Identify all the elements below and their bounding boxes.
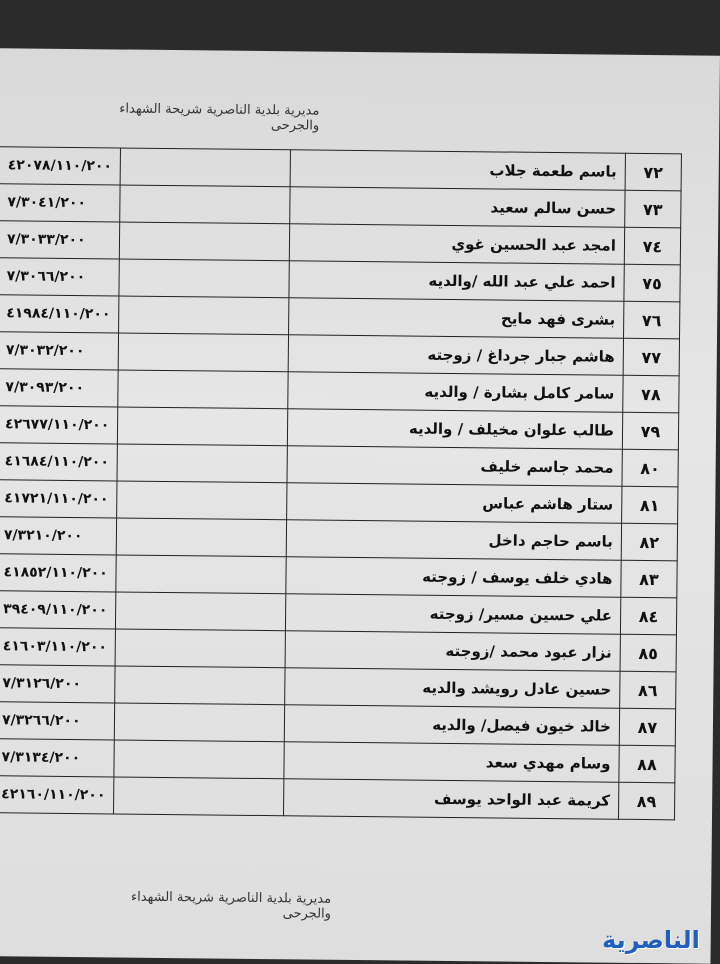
table-body <box>0 147 681 820</box>
row-name: هادي خلف يوسف / زوجته <box>286 557 621 598</box>
row-number: ٨١ <box>622 486 678 524</box>
row-number: ٨٤ <box>620 597 676 635</box>
row-blank-cell <box>118 370 288 409</box>
row-reference: ٤١٨٥٢/١١٠/٢٠٠ <box>0 554 116 592</box>
row-blank-cell <box>115 666 285 705</box>
row-name: سامر كامل بشارة / والديه <box>288 372 623 413</box>
row-number: ٨٩ <box>618 782 674 820</box>
row-number: ٧٩ <box>622 412 678 450</box>
row-number: ٧٦ <box>623 301 679 339</box>
page-header: مديرية بلدية الناصرية شريحة الشهداء والجرحى <box>79 101 319 134</box>
row-reference: ٤١٩٨٤/١١٠/٢٠٠ <box>0 295 119 333</box>
row-name: محمد جاسم خليف <box>287 446 622 487</box>
watermark-logo: الناصرية <box>586 922 716 958</box>
row-name: نزار عبود محمد /زوجته <box>285 631 620 672</box>
row-reference: ٤٢٦٧٧/١١٠/٢٠٠ <box>0 406 118 444</box>
row-number: ٧٨ <box>623 375 679 413</box>
row-blank-cell <box>118 333 288 372</box>
row-number: ٨٠ <box>622 449 678 487</box>
row-name: هاشم جبار جرداغ / زوجته <box>288 335 623 376</box>
row-number: ٨٦ <box>620 671 676 709</box>
row-name: امجد عبد الحسين غوي <box>289 224 624 265</box>
row-name: كريمة عبد الواحد يوسف <box>284 779 619 820</box>
row-reference: ٧/٣٢٦٦/٢٠٠ <box>0 702 115 740</box>
document-page <box>0 48 720 963</box>
row-reference: ٧/٣٠٣٣/٢٠٠ <box>0 221 120 259</box>
row-reference: ٤٢١٦٠/١١٠/٢٠٠ <box>0 776 114 814</box>
row-blank-cell <box>114 777 284 816</box>
row-reference: ٤٢٠٧٨/١١٠/٢٠٠ <box>0 147 121 185</box>
row-reference: ٧/٣٢١٠/٢٠٠ <box>0 517 117 555</box>
row-blank-cell <box>120 185 290 224</box>
row-blank-cell <box>115 703 285 742</box>
row-blank-cell <box>116 518 286 557</box>
row-blank-cell <box>115 629 285 668</box>
row-name: بشرى فهد مايح <box>289 298 624 339</box>
row-number: ٨٣ <box>621 560 677 598</box>
names-table <box>0 146 682 820</box>
row-reference: ٤١٦٨٤/١١٠/٢٠٠ <box>0 443 118 481</box>
row-reference: ٧/٣٠٣٢/٢٠٠ <box>0 332 119 370</box>
row-name: خالد خيون فيصل/ والديه <box>284 705 619 746</box>
row-number: ٧٤ <box>624 227 680 265</box>
row-number: ٨٧ <box>619 708 675 746</box>
row-number: ٧٧ <box>623 338 679 376</box>
row-number: ٨٢ <box>621 523 677 561</box>
row-blank-cell <box>117 444 287 483</box>
row-reference: ٤١٦٠٣/١١٠/٢٠٠ <box>0 628 116 666</box>
row-reference: ٣٩٤٠٩/١١٠/٢٠٠ <box>0 591 116 629</box>
row-number: ٧٢ <box>625 153 681 191</box>
row-name: ستار هاشم عباس <box>287 483 622 524</box>
row-blank-cell <box>116 555 286 594</box>
row-name: طالب علوان مخيلف / والديه <box>287 409 622 450</box>
row-name: حسن سالم سعيد <box>290 187 625 228</box>
row-blank-cell <box>118 407 288 446</box>
row-name: احمد علي عبد الله /والديه <box>289 261 624 302</box>
row-blank-cell <box>119 296 289 335</box>
row-reference: ٧/٣١٣٤/٢٠٠ <box>0 739 115 777</box>
row-blank-cell <box>114 740 284 779</box>
row-name: باسم طعمة جلاب <box>290 150 625 191</box>
page-footer: مديرية بلدية الناصرية شريحة الشهداء والجرحى <box>91 889 331 922</box>
row-reference: ٤١٧٢١/١١٠/٢٠٠ <box>0 480 117 518</box>
row-blank-cell <box>116 592 286 631</box>
row-number: ٧٥ <box>624 264 680 302</box>
row-number: ٨٨ <box>619 745 675 783</box>
table-row <box>0 776 675 820</box>
row-number: ٧٣ <box>625 190 681 228</box>
row-reference: ٧/٣٠٦٦/٢٠٠ <box>0 258 120 296</box>
row-number: ٨٥ <box>620 634 676 672</box>
row-blank-cell <box>120 222 290 261</box>
row-name: علي حسين مسير/ زوجته <box>286 594 621 635</box>
row-name: باسم حاجم داخل <box>286 520 621 561</box>
row-blank-cell <box>117 481 287 520</box>
row-name: وسام مهدي سعد <box>284 742 619 783</box>
row-reference: ٧/٣٠٩٣/٢٠٠ <box>0 369 118 407</box>
row-reference: ٧/٣١٢٦/٢٠٠ <box>0 665 115 703</box>
row-reference: ٧/٣٠٤١/٢٠٠ <box>0 184 120 222</box>
row-blank-cell <box>119 259 289 298</box>
row-name: حسين عادل رويشد والديه <box>285 668 620 709</box>
row-blank-cell <box>120 148 290 187</box>
